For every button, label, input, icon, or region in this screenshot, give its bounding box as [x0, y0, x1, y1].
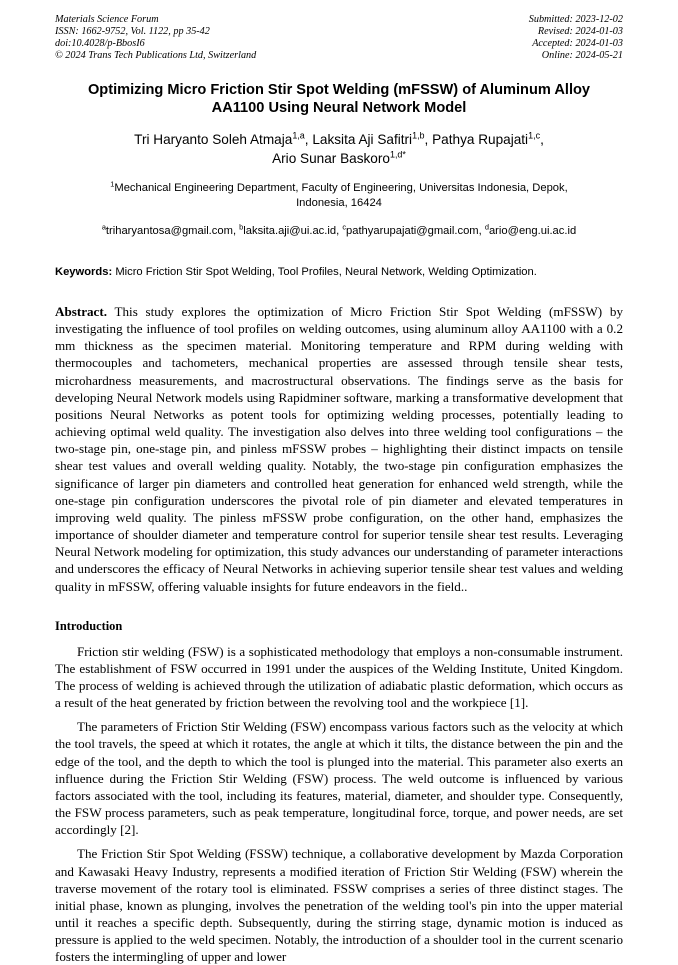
author-name: Tri Haryanto Soleh Atmaja [134, 131, 293, 147]
abstract-label: Abstract. [55, 304, 107, 319]
online-date: Online: 2024-05-21 [541, 49, 623, 61]
journal-header [55, 14, 623, 62]
author-line-2 [73, 149, 605, 169]
submitted-date: Submitted: 2023-12-02 [528, 14, 623, 25]
email-address[interactable]: triharyantosa@gmail.com [105, 225, 233, 237]
accepted-date: Accepted: 2024-01-03 [532, 37, 623, 49]
journal-doi: doi:10.4028/p-BbosI6 [55, 37, 145, 49]
keywords-label: Keywords: [55, 266, 113, 278]
author-name: Pathya Rupajati [432, 131, 529, 147]
author-line-1: Tri Haryanto Soleh Atmaja$^{1,a}$, Laksita Aji Safitri$^{1,b}$, Pathya Rupajati$^{1,c}$, [134, 130, 544, 147]
introduction-paragraph-3: The Friction Stir Spot Welding (FSSW) technique, a collaborative development by Mazda Corporation and Kawasaki Heavy Industry, represents a modified iteration of Friction Stir Welding (FSW) wherein the traverse movement of the rotary tool is eliminated. FSSW comprises a series of three distinct stages. The initial phase, known as plunging, involves the penetration of the welding tool's pin into the upper material until it reaches a specific depth. Subsequently, during the stirring stage, dynamic motion is induced as pressure is applied to the weld specimen. Notably, the introduction of a shoulder tool in the current scenario fosters the intermingling of upper and lower [55, 846, 623, 965]
email-marker: a [101, 222, 106, 232]
author-affiliation-marker: 1,c [528, 130, 541, 141]
page-title: Optimizing Micro Friction Stir Spot Welding (mFSSW) of Aluminum Alloy AA1100 Using Neural Network Model [87, 81, 591, 117]
revised-date: Revised: 2024-01-03 [537, 25, 623, 37]
author-affiliation-marker: 1,a [292, 130, 305, 141]
email-address[interactable]: pathyarupajati@gmail.com [346, 225, 479, 237]
author-affiliation-marker: 1,b [412, 130, 425, 141]
affiliation-marker: 1 [110, 179, 115, 189]
author-emails: $^a$triharyantosa@gmail.com, $^b$laksita.aji@ui.ac.id, $^c$pathyarupajati@gmail.com, $^d$ario@eng.ui.ac.id [101, 222, 577, 237]
affiliation-text: Mechanical Engineering Department, Faculty of Engineering, Universitas Indonesia, Depok, Indonesia, 16424 [114, 181, 568, 210]
section-heading-introduction: Introduction [55, 618, 123, 633]
abstract-block [55, 303, 623, 595]
journal-name: Materials Science Forum [55, 14, 159, 25]
author-name: Laksita Aji Safitri [312, 131, 413, 147]
email-address[interactable]: laksita.aji@ui.ac.id [243, 225, 337, 237]
author-affiliation-marker: 1,d* [389, 149, 406, 160]
introduction-paragraph-2: The parameters of Friction Stir Welding (FSW) encompass various factors such as the velocity at which the tool travels, the speed at which it rotates, the angle at which it tilts, the distance between the pin and the edge of the tool, and the depth to which the tool is plunged into the material. This parameter also exerts an influence during the Friction Stir Welding (FSW) process. The weld outcome is influenced by various factors associated with the tool, including its features, material, diameter, and shoulder type. Consequently, the FSW process parameters, such as peak temperature, longitudinal force, torque, and power needs, are set accordingly [2]. [55, 719, 623, 838]
keywords-text: Micro Friction Stir Spot Welding, Tool Profiles, Neural Network, Welding Optimization. [115, 266, 537, 278]
journal-issn-volume: ISSN: 1662-9752, Vol. 1122, pp 35-42 [55, 25, 210, 37]
journal-header-right [529, 14, 623, 62]
author-list [73, 130, 605, 169]
journal-copyright: © 2024 Trans Tech Publications Ltd, Switzerland [55, 49, 257, 61]
email-address[interactable]: ario@eng.ui.ac.id [488, 225, 577, 237]
journal-header-left [55, 14, 256, 62]
author-name: Ario Sunar Baskoro [272, 151, 390, 167]
email-marker: c [342, 222, 346, 232]
introduction-paragraph-1: Friction stir welding (FSW) is a sophisticated methodology that employs a non-consumable instrument. The establishment of FSW occurred in 1991 under the auspices of the Welding Institute, United Kingdom. The process of welding is achieved through the utilization of adiabatic plastic deformation, which occurs as a result of the heat generated by friction between the revolving tool and the workpiece [1]. [55, 643, 623, 711]
keywords-line [55, 265, 623, 279]
email-marker: d [484, 222, 489, 232]
abstract-text: This study explores the optimization of Micro Friction Stir Spot Welding (mFSSW) by investigating the influence of tool profiles on welding outcomes, using aluminum alloy AA1100 with a 0.2 mm thickness as the specimen material. Monitoring temperature and RPM during welding with thermocouples and tachometers, mechanical properties are assessed through tensile shear tests, microhardness measurements, and macrostructural observations. The findings serve as the basis for developing Neural Network models using Rapidminer software, marking a transformative development that positions Neural Networks as potent tools for optimizing welding processes, potentially leading to achieving optimal weld quality. The investigation also delves into three welding tool configurations – the two-stage pin, one-stage pin, and pinless mFSSW probes – highlighting their distinct impacts on tensile shear test values and overall welding quality. Notably, the two-stage pin configuration emphasizes the significance of larger pin diameters and controlled heat generation for enhanced weld strength, while the one-stage pin configuration underscores the pivotal role of pin diameter and elevated temperatures in improving weld quality. The pinless mFSSW probe configuration, on the other hand, emphasizes the importance of shoulder diameter and temperature control for superior tensile shear test results. Leveraging Neural Network modeling for optimization, this study advances our understanding of parameter interactions and underscores the efficacy of Neural Networks in achieving superior tensile shear test values and welding quality in mFSSW, offering valuable insights for future endeavors in the field.. [55, 304, 623, 594]
affiliation [95, 181, 583, 212]
email-marker: b [239, 222, 244, 232]
